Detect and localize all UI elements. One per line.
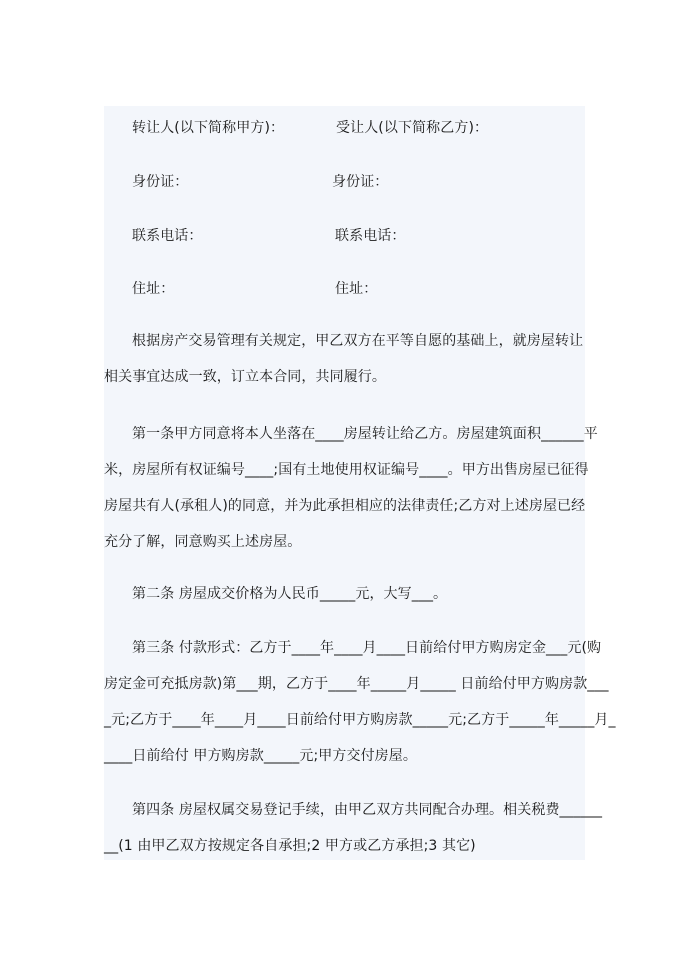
transferor-label: 转让人(以下简称甲方)： [132, 120, 285, 136]
transferee-label: 受让人(以下简称乙方)： [336, 120, 489, 136]
preamble-paragraph [104, 323, 585, 395]
article-line: 第二条 房屋成交价格为人民币_____元，大写___。 [132, 586, 448, 602]
article-line: __(1 由甲乙双方按规定各自承担;2 甲方或乙方承担;3 其它) [104, 838, 476, 854]
article-line: 米，房屋所有权证编号____;国有土地使用权证编号____。甲方出售房屋已征得 [104, 462, 589, 478]
article-line: 房定金可充抵房款)第___期，乙方于____年_____月_____ 日前给付甲方购房款___ [104, 676, 609, 692]
article-1-paragraph [104, 416, 598, 560]
article-line: 第四条 房屋权属交易登记手续，由甲乙双方共同配合办理。相关税费______ [132, 802, 603, 818]
article-line: ____日前给付 甲方购房款_____元;甲方交付房屋。 [104, 748, 417, 764]
article-4-paragraph [104, 792, 603, 864]
article-line: 充分了解，同意购买上述房屋。 [104, 534, 302, 550]
transferee-phone-label: 联系电话： [335, 228, 406, 244]
article-line: 第一条甲方同意将本人坐落在____房屋转让给乙方。房屋建筑面积______平 [132, 426, 598, 442]
article-3-paragraph [104, 630, 616, 774]
transferor-id-label: 身份证： [132, 174, 189, 190]
article-2-paragraph [104, 576, 585, 612]
article-line: 第三条 付款形式：乙方于____年____月____日前给付甲方购房定金___元(购 [132, 640, 602, 656]
preamble-line: 相关事宜达成一致，订立本合同，共同履行。 [104, 369, 386, 385]
article-line: 房屋共有人(承租人)的同意，并为此承担相应的法律责任;乙方对上述房屋已经 [104, 498, 586, 514]
article-line: _元;乙方于____年____月____日前给付甲方购房款_____元;乙方于_____年_____月_ [104, 712, 616, 728]
transferee-address-label: 住址： [335, 281, 378, 297]
preamble-line: 根据房产交易管理有关规定，甲乙双方在平等自愿的基础上，就房屋转让 [132, 333, 584, 349]
transferor-phone-label: 联系电话： [132, 228, 203, 244]
transferor-address-label: 住址： [132, 281, 175, 297]
transferee-id-label: 身份证： [332, 174, 389, 190]
